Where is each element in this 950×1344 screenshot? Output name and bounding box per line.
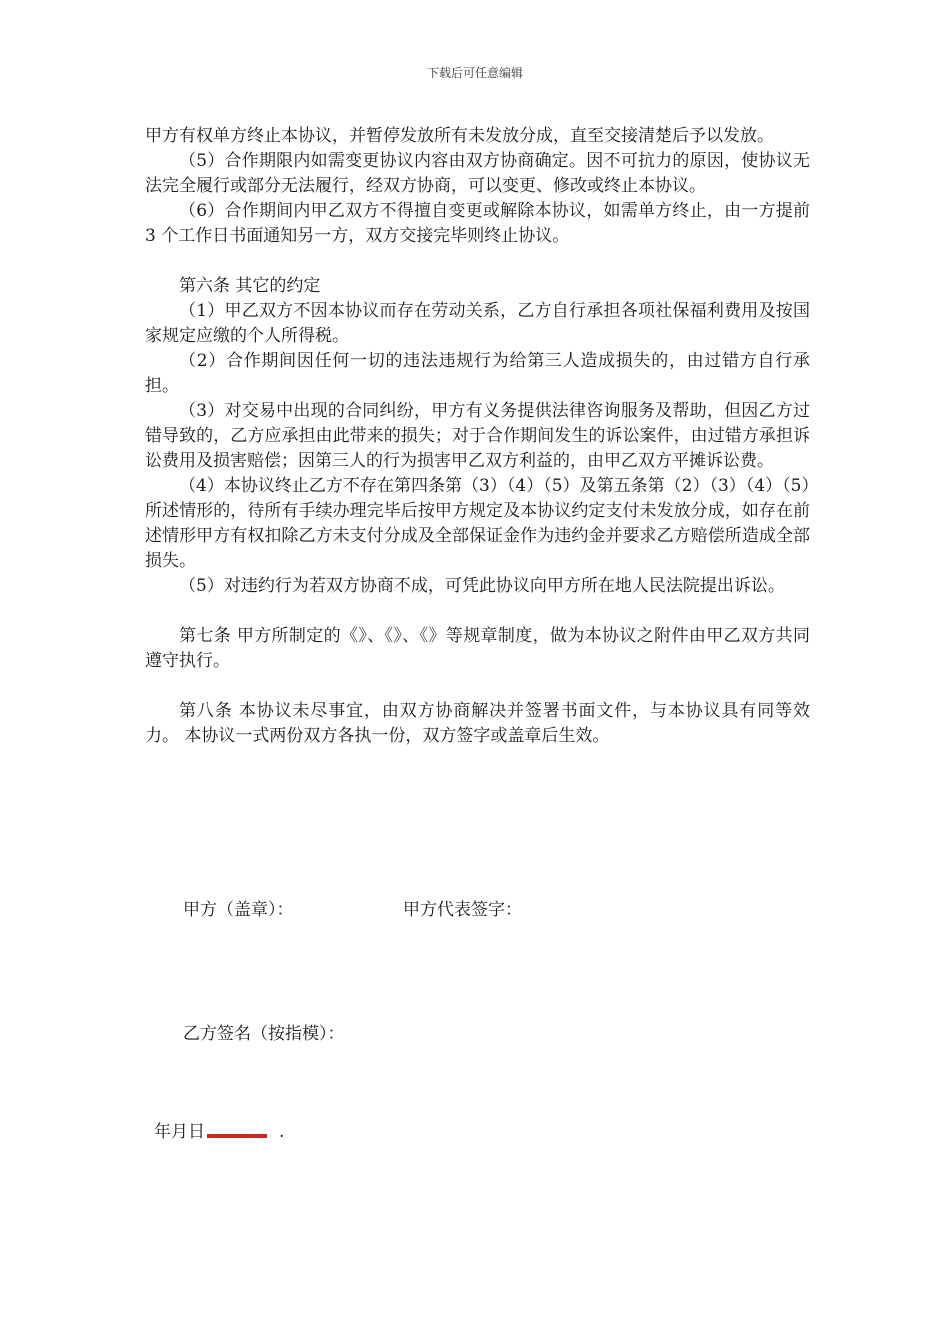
paragraph: 第六条 其它的约定 (179, 276, 321, 296)
date-label: 年月日 (154, 1122, 205, 1142)
document-body (145, 124, 810, 749)
paragraph: （3）对交易中出现的合同纠纷，甲方有义务提供法律咨询服务及帮助，但因乙方过错导致的，乙方应承担由此带来的损失；对于合作期间发生的诉讼案件，由过错方承担诉讼费用及损害赔偿；因第三人的行为损害甲乙双方利益的，由甲乙双方平摊诉讼费。 (145, 401, 810, 471)
paragraph: （1）甲乙双方不因本协议而存在劳动关系，乙方自行承担各项社保福利费用及按国家规定应缴的个人所得税。 (145, 301, 810, 346)
paragraph: （5）合作期限内如需变更协议内容由双方协商确定。因不可抗力的原因，使协议无法完全履行或部分无法履行，经双方协商，可以变更、修改或终止本协议。 (145, 151, 810, 196)
page-header: 下载后可任意编辑 (426, 66, 523, 80)
paragraph: 第八条 本协议未尽事宜，由双方协商解决并签署书面文件，与本协议具有同等效力。 本协议一式两份双方各执一份，双方签字或盖章后生效。 (145, 701, 810, 746)
party-a-seal-label: 甲方（盖章）： (183, 900, 294, 920)
paragraph: （2）合作期间因任何一切的违法违规行为给第三人造成损失的，由过错方自行承担。 (145, 351, 810, 396)
red-underline-mark (207, 1134, 267, 1138)
party-a-representative-label: 甲方代表签字： (403, 900, 522, 920)
date-suffix: . (279, 1122, 285, 1142)
party-b-signature-label: 乙方签名（按指模）： (183, 1024, 345, 1044)
paragraph: 甲方有权单方终止本协议，并暂停发放所有未发放分成，直至交接清楚后予以发放。 (145, 126, 774, 146)
paragraph: （4）本协议终止乙方不存在第四条第（3）（4）（5）及第五条第（2）（3）（4）（5）所述情形的，待所有手续办理完毕后按甲方规定及本协议约定支付未发放分成，如存在前述情形甲方有权扣除乙方未支付分成及全部保证金作为违约金并要求乙方赔偿所造成全部损失。 (145, 476, 810, 571)
paragraph: （6）合作期间内甲乙双方不得擅自变更或解除本协议，如需单方终止，由一方提前 3 个工作日书面通知另一方，双方交接完毕则终止协议。 (145, 201, 810, 246)
paragraph: 第七条 甲方所制定的《》、《》、《》等规章制度，做为本协议之附件由甲乙双方共同遵守执行。 (145, 626, 810, 671)
paragraph: （5）对违约行为若双方协商不成，可凭此协议向甲方所在地人民法院提出诉讼。 (179, 576, 785, 596)
date-row (154, 1120, 284, 1145)
